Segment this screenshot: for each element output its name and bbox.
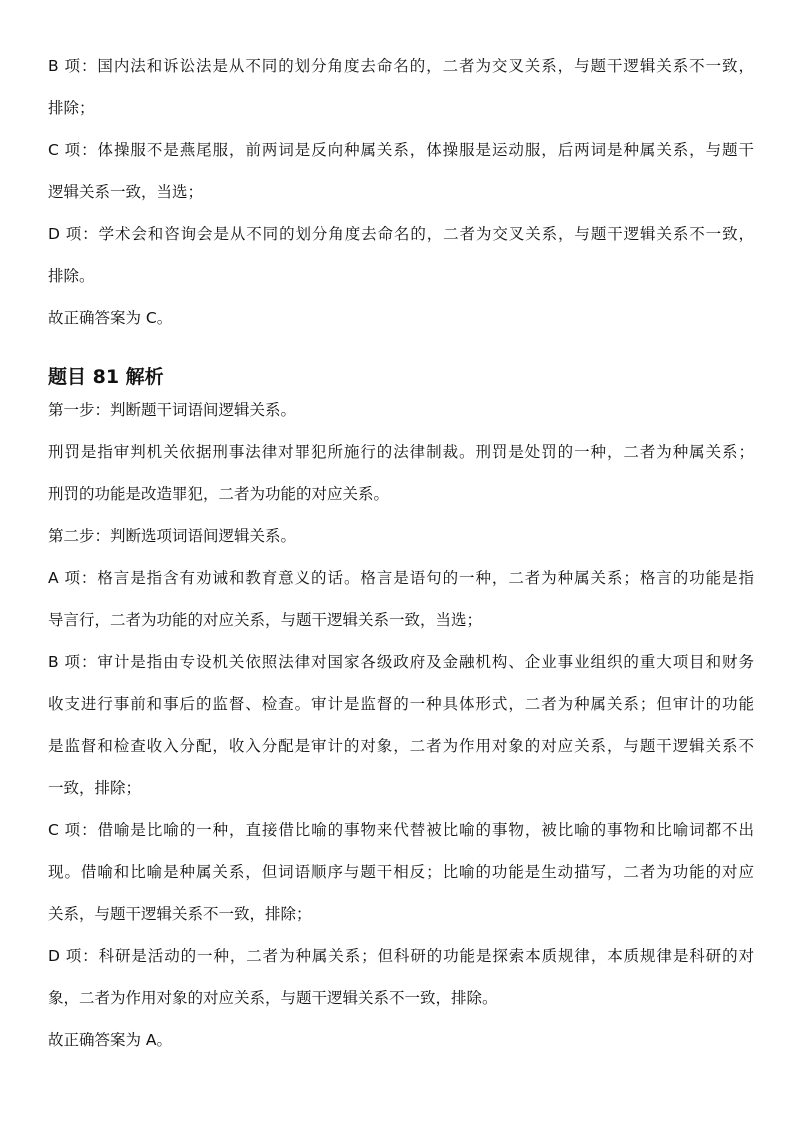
text-line: 关系，与题干逻辑关系不一致，排除； xyxy=(48,905,312,923)
prev-option-d xyxy=(48,224,754,286)
text-line: 排除。 xyxy=(48,267,95,285)
text-line: 象，二者为作用对象的对应关系，与题干逻辑关系不一致，排除。 xyxy=(48,989,498,1007)
text-line: 现。借喻和比喻是种属关系，但词语顺序与题干相反；比喻的功能是生动描写，二者为功能的对应 xyxy=(48,863,754,881)
text-line: 刑罚的功能是改造罪犯，二者为功能的对应关系。 xyxy=(48,485,390,503)
text-line: B 项：审计是指由专设机关依照法律对国家各级政府及金融机构、企业事业组织的重大项目和财务 xyxy=(48,653,754,671)
text-line: A 项：格言是指含有劝诫和教育意义的话。格言是语句的一种，二者为种属关系；格言的功能是指 xyxy=(48,569,754,587)
step-one: 第一步：判断题干词语间逻辑关系。 xyxy=(48,401,297,419)
text-line: 一致，排除； xyxy=(48,779,142,797)
text-line: C 项：借喻是比喻的一种，直接借比喻的事物来代替被比喻的事物，被比喻的事物和比喻词都不出 xyxy=(48,821,754,839)
text-line: 排除； xyxy=(48,99,95,117)
option-a xyxy=(48,568,754,630)
text-line: C 项：体操服不是燕尾服，前两词是反向种属关系，体操服是运动服，后两词是种属关系，与题干 xyxy=(48,141,754,159)
text-line: D 项：科研是活动的一种，二者为种属关系；但科研的功能是探索本质规律，本质规律是科研的对 xyxy=(48,947,754,965)
option-d xyxy=(48,946,754,1008)
option-b xyxy=(48,652,754,798)
text-line: 逻辑关系一致，当选； xyxy=(48,183,204,201)
document-page xyxy=(48,56,754,1050)
answer: 故正确答案为 A。 xyxy=(48,1031,173,1049)
prev-option-b xyxy=(48,56,754,118)
text-line: 收支进行事前和事后的监督、检查。审计是监督的一种具体形式，二者为种属关系；但审计的功能 xyxy=(48,695,754,713)
text-line: B 项：国内法和诉讼法是从不同的划分角度去命名的，二者为交叉关系，与题干逻辑关系不一致， xyxy=(48,57,754,75)
prev-option-c xyxy=(48,140,754,202)
text-line: 是监督和检查收入分配，收入分配是审计的对象，二者为作用对象的对应关系，与题干逻辑关系不 xyxy=(48,737,754,755)
text-line: 导言行，二者为功能的对应关系，与题干逻辑关系一致，当选； xyxy=(48,611,483,629)
stem-analysis xyxy=(48,442,754,504)
section-heading: 题目 81 解析 xyxy=(48,366,164,388)
option-c xyxy=(48,820,754,924)
prev-answer: 故正确答案为 C。 xyxy=(48,309,173,327)
text-line: 刑罚是指审判机关依据刑事法律对罪犯所施行的法律制裁。刑罚是处罚的一种，二者为种属关系； xyxy=(48,443,754,461)
step-two: 第二步：判断选项词语间逻辑关系。 xyxy=(48,527,297,545)
text-line: D 项：学术会和咨询会是从不同的划分角度去命名的，二者为交叉关系，与题干逻辑关系不一致， xyxy=(48,225,754,243)
